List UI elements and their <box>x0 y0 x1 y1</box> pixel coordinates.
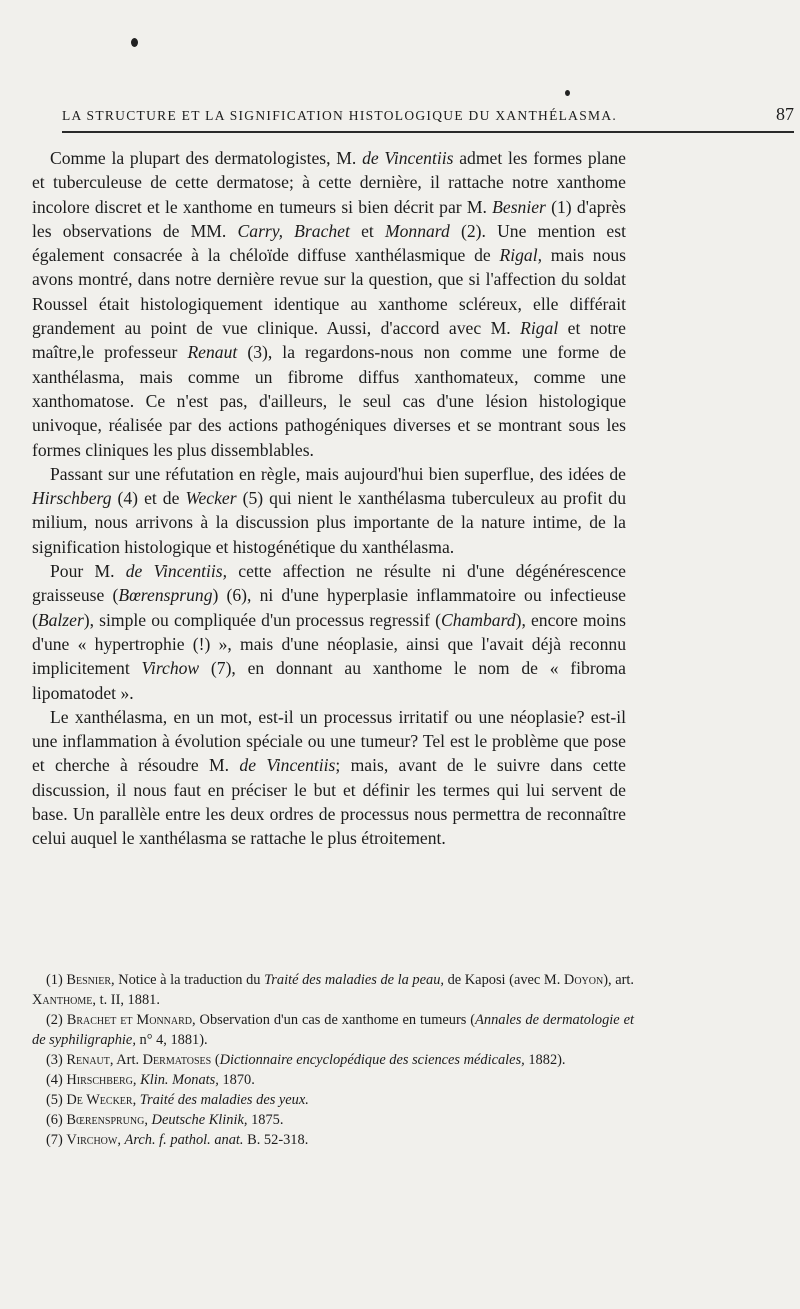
footnotes <box>32 970 634 1150</box>
footnote-1: (1) Besnier, Notice à la traduction du Traité des maladies de la peau, de Kaposi (avec M. Doyon), art. Xanthome, t. II, 1881. <box>32 972 634 1008</box>
footnote-6: (6) Bœrensprung, Deutsche Klinik, 1875. <box>46 1112 284 1128</box>
paragraph-1: Comme la plupart des dermatologistes, M. de Vincentiis admet les formes plane et tuberculeuse de cette dermatose; à cette dernière, il rattache notre xanthome incolore discret et le xanthome en tumeurs si bien décrit par M. Besnier (1) d'après les observations de MM. Carry, Brachet et Monnard (2). Une mention est également consacrée à la chéloïde diffuse xanthélasmique de Rigal, mais nous avons montré, dans notre dernière revue sur la question, que si l'affection du soldat Roussel était histologiquement identique au xanthome scléreux, elle différait grandement au point de vue clinique. Aussi, d'accord avec M. Rigal et notre maître,le professeur Renaut (3), la regardons-nous non comme une forme de xanthélasma, mais comme un fibrome diffus xanthomateux, comme une xanthomatose. Ce n'est pas, d'ailleurs, le seul cas d'une lésion histologique univoque, réalisée par des actions pathogéniques diverses et se montrant sous les formes cliniques les plus dissemblables. <box>32 148 627 460</box>
page-number: 87 <box>776 104 794 124</box>
ink-speck <box>131 38 138 47</box>
footnote-2: (2) Brachet et Monnard, Observation d'un cas de xanthome en tumeurs (Annales de dermatologie et de syphiligraphie, n° 4, 1881). <box>32 1012 634 1048</box>
page-header <box>62 104 794 125</box>
footnote-3: (3) Renaut, Art. Dermatoses (Dictionnaire encyclopédique des sciences médicales, 1882). <box>46 1052 566 1068</box>
footnote-4: (4) Hirschberg, Klin. Monats, 1870. <box>46 1072 255 1088</box>
header-rule <box>62 131 794 133</box>
paragraph-3: Pour M. de Vincentiis, cette affection ne résulte ni d'une dégénérescence graisseuse (Bœrensprung) (6), ni d'une hyperplasie inflammatoire ou infectieuse (Balzer), simple ou compliquée d'un processus regressif (Chambard), encore moins d'une « hypertrophie (!) », mais d'une néoplasie, ainsi que l'avait déjà reconnu implicitement Virchow (7), en donnant au xanthome le nom de « fibroma lipomatodet ». <box>32 561 627 703</box>
paragraph-4: Le xanthélasma, en un mot, est-il un processus irritatif ou une néoplasie? est-il une inflammation à évolution spéciale ou une tumeur? Tel est le problème que pose et cherche à résoudre M. de Vincentiis; mais, avant de le suivre dans cette discussion, il nous faut en préciser le but et définir les termes qui lui servent de base. Un parallèle entre les deux ordres de processus nous permettra de reconnaître celui auquel le xanthélasma se rattache le plus étroitement. <box>32 706 626 849</box>
footnote-5: (5) De Wecker, Traité des maladies des yeux. <box>46 1092 309 1108</box>
body-text <box>32 146 626 851</box>
footnote-7: (7) Virchow, Arch. f. pathol. anat. B. 52-318. <box>46 1132 309 1148</box>
ink-speck <box>565 90 570 96</box>
paragraph-2: Passant sur une réfutation en règle, mais aujourd'hui bien superflue, des idées de Hirschberg (4) et de Wecker (5) qui nient le xanthélasma tuberculeux au profit du milium, nous arrivons à la discussion plus importante de la nature intime, de la signification histologique et histogénétique du xanthélasma. <box>32 463 626 557</box>
running-title: LA STRUCTURE ET LA SIGNIFICATION HISTOLOGIQUE DU XANTHÉLASMA. <box>62 108 618 123</box>
